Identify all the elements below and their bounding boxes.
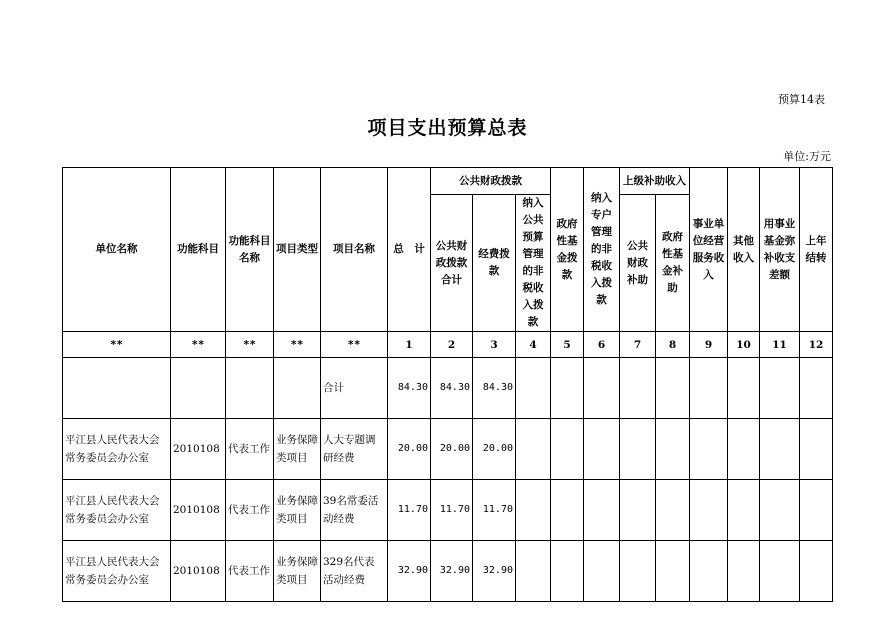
cell-empty [551, 419, 584, 480]
cell-func-name: 代表工作 [226, 419, 274, 480]
cell-total: 20.00 [388, 419, 431, 480]
header-business-income: 事业单位经营服务收入 [690, 168, 728, 332]
cell-empty [690, 358, 728, 419]
cell-empty [620, 480, 656, 541]
cell-empty [620, 419, 656, 480]
cell-operating: 20.00 [473, 419, 516, 480]
cell-operating: 84.30 [473, 358, 516, 419]
cell-empty [656, 419, 690, 480]
cell-project-name: 39名常委活动经费 [321, 480, 388, 541]
cell-total: 84.30 [388, 358, 431, 419]
header-project-name: 项目名称 [321, 168, 388, 332]
column-index-row [63, 332, 833, 358]
header-gov-fund: 政府性基金拨款 [551, 168, 584, 332]
index-cell: 4 [516, 332, 551, 358]
table-row-total [63, 358, 833, 419]
cell-empty [728, 480, 760, 541]
cell-empty [656, 480, 690, 541]
cell-empty [584, 419, 620, 480]
index-cell: ** [63, 332, 171, 358]
cell-empty [516, 419, 551, 480]
cell-empty [800, 541, 833, 602]
header-superior-subsidy: 上级补助收入 [620, 168, 690, 195]
cell-empty [728, 541, 760, 602]
index-cell: 12 [800, 332, 833, 358]
table-row [63, 541, 833, 602]
index-cell: 1 [388, 332, 431, 358]
cell-empty [690, 541, 728, 602]
header-public-fiscal: 公共财政拨款 [431, 168, 551, 195]
index-cell: ** [321, 332, 388, 358]
index-cell: ** [226, 332, 274, 358]
cell-empty [656, 541, 690, 602]
cell-empty [516, 358, 551, 419]
cell-empty [620, 358, 656, 419]
cell-total: 32.90 [388, 541, 431, 602]
header-other-income: 其他收入 [728, 168, 760, 332]
cell-func-code [171, 358, 226, 419]
cell-empty [690, 480, 728, 541]
cell-func-code: 2010108 [171, 541, 226, 602]
cell-unit: 平江县人民代表大会常务委员会办公室 [63, 480, 171, 541]
cell-unit [63, 358, 171, 419]
header-gov-fund-subsidy: 政府性基金补助 [656, 195, 690, 332]
header-total: 总 计 [388, 168, 431, 332]
page-title: 项目支出预算总表 [367, 117, 528, 139]
header-special-non-tax: 纳入专户管理的非税收入拨款 [584, 168, 620, 332]
cell-empty [656, 358, 690, 419]
unit-label: 单位:万元 [783, 150, 831, 163]
cell-empty [551, 358, 584, 419]
header-non-tax-public: 纳入公共预算管理的非税收入拨款 [516, 195, 551, 332]
index-cell: 3 [473, 332, 516, 358]
cell-fiscal-total: 32.90 [431, 541, 473, 602]
cell-empty [551, 480, 584, 541]
table-row [63, 480, 833, 541]
table-reference: 预算14表 [778, 93, 825, 106]
cell-empty [728, 358, 760, 419]
cell-unit: 平江县人民代表大会常务委员会办公室 [63, 419, 171, 480]
cell-empty [551, 541, 584, 602]
header-func-name: 功能科目名称 [226, 168, 274, 332]
cell-empty [760, 541, 800, 602]
cell-fiscal-total: 11.70 [431, 480, 473, 541]
cell-empty [760, 480, 800, 541]
cell-empty [620, 541, 656, 602]
cell-project-name: 329名代表活动经费 [321, 541, 388, 602]
header-func-code: 功能科目 [171, 168, 226, 332]
cell-type: 业务保障类项目 [274, 541, 321, 602]
cell-func-name: 代表工作 [226, 541, 274, 602]
cell-empty [728, 419, 760, 480]
cell-fiscal-total: 20.00 [431, 419, 473, 480]
cell-project-name: 合计 [321, 358, 388, 419]
cell-empty [516, 541, 551, 602]
cell-empty [584, 480, 620, 541]
index-cell: 10 [728, 332, 760, 358]
header-last-year-carry: 上年结转 [800, 168, 833, 332]
header-project-type: 项目类型 [274, 168, 321, 332]
index-cell: 11 [760, 332, 800, 358]
cell-type: 业务保障类项目 [274, 480, 321, 541]
index-cell: 2 [431, 332, 473, 358]
cell-empty [760, 419, 800, 480]
cell-project-name: 人大专题调研经费 [321, 419, 388, 480]
cell-func-name: 代表工作 [226, 480, 274, 541]
cell-empty [584, 358, 620, 419]
index-cell: 9 [690, 332, 728, 358]
index-cell: ** [274, 332, 321, 358]
cell-type [274, 358, 321, 419]
header-public-fiscal-total: 公共财政拨款合计 [431, 195, 473, 332]
cell-func-name [226, 358, 274, 419]
cell-func-code: 2010108 [171, 480, 226, 541]
cell-fiscal-total: 84.30 [431, 358, 473, 419]
cell-operating: 32.90 [473, 541, 516, 602]
cell-empty [760, 358, 800, 419]
index-cell: 5 [551, 332, 584, 358]
header-public-fiscal-subsidy: 公共财政补助 [620, 195, 656, 332]
header-operating-funds: 经费拨款 [473, 195, 516, 332]
cell-empty [690, 419, 728, 480]
index-cell: 7 [620, 332, 656, 358]
index-cell: 6 [584, 332, 620, 358]
index-cell: ** [171, 332, 226, 358]
cell-empty [516, 480, 551, 541]
cell-unit: 平江县人民代表大会常务委员会办公室 [63, 541, 171, 602]
budget-table [62, 167, 833, 602]
cell-empty [800, 480, 833, 541]
cell-func-code: 2010108 [171, 419, 226, 480]
cell-operating: 11.70 [473, 480, 516, 541]
header-unit-name: 单位名称 [63, 168, 171, 332]
cell-empty [800, 419, 833, 480]
table-row [63, 419, 833, 480]
cell-total: 11.70 [388, 480, 431, 541]
header-fund-balance-use: 用事业基金弥补收支差额 [760, 168, 800, 332]
index-cell: 8 [656, 332, 690, 358]
cell-empty [584, 541, 620, 602]
cell-type: 业务保障类项目 [274, 419, 321, 480]
cell-empty [800, 358, 833, 419]
